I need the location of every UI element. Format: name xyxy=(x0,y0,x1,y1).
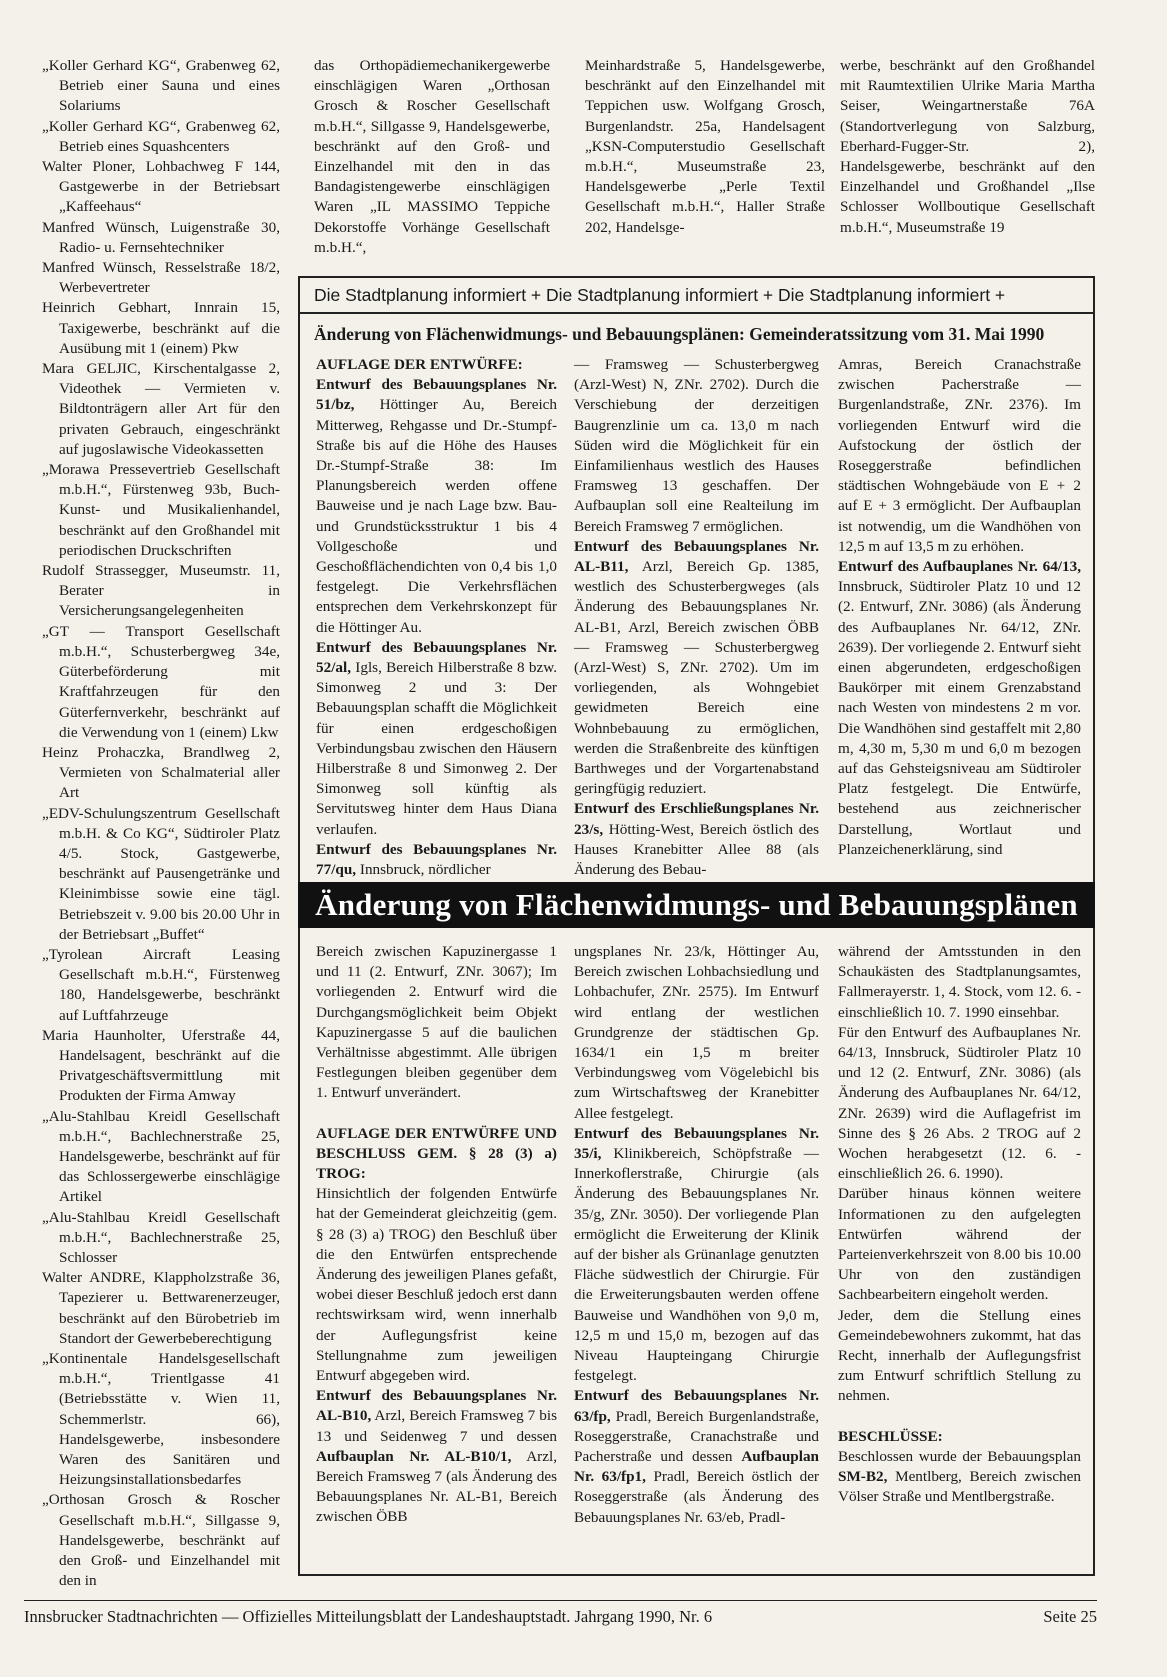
paragraph: ungsplanes Nr. 23/k, Höttinger Au, Bereich zwischen Lohbachsiedlung und Lohbachufer, ZNr. 2575). Im Entwurf wird entlang der westlichen Grundgrenze der städtischen Gp. 1634/1 ein 1,5 m breiter Verbindungsweg vom Vögelebichl bis zum Wirtschaftsweg der Kranebitter Allee festgelegt. xyxy=(574,943,819,1122)
notice-lower-col-3 xyxy=(838,942,1081,1507)
paragraph: Amras, Bereich Cranachstraße zwischen Pacherstraße — Burgenlandstraße, ZNr. 2376). Im vorliegenden Entwurf wird die Aufstockung der östlich der Roseggerstraße befindlichen städtischen Wohngebäude von E + 2 auf E + 3 ermöglicht. Der Aufbauplan ist notwendig, um die Wandhöhen von 12,5 m auf 13,5 m zu erhöhen. xyxy=(838,356,1081,555)
plan-ref: Entwurf des Bebauungsplanes Nr. 52/al, xyxy=(316,638,557,677)
paragraph: Igls, Bereich Hilberstraße 8 bzw. Simonweg 2 und 3: Der Bebauungsplan schafft die Möglichkeit für einen erdgeschoßigen Verbindungsbau zwischen den Häusern Hilberstraße 8 und Simonweg 2. Der Simonweg soll künftig als Servitutsweg hinter dem Haus Diana verlaufen. xyxy=(316,659,557,838)
section-heading: BESCHLÜSSE: xyxy=(838,1427,943,1445)
left-column xyxy=(42,56,280,1591)
list-item: „Kontinentale Handelsgesellschaft m.b.H.“, Trientlgasse 41 (Betriebsstätte v. Wien 11, Schemmerlstr. 66), Handelsgewerbe, insbesondere Waren des Sanitären und Heizungsinstallationsbedarfes xyxy=(42,1350,280,1489)
list-item: Walter ANDRE, Klappholzstraße 36, Tapezierer u. Bettwarenerzeuger, beschränkt auf den Bürobetrieb im Standort der Gewerbeberechtigung xyxy=(42,1269,280,1347)
plan-ref: Entwurf des Bebauungsplanes Nr. AL-B10, xyxy=(316,1387,557,1425)
paragraph: Pradl, Bereich Burgenlandstraße, Roseggerstraße, Cranachstraße und Pacherstraße und dessen xyxy=(574,1407,819,1466)
list-item: „GT — Transport Gesellschaft m.b.H.“, Schusterbergweg 34e, Güterbeförderung mit Kraftfahrzeugen für den Güterfernverkehr, beschränkt auf die Verwendung von 1 (einem) Lkw xyxy=(42,622,280,741)
plan-ref: Entwurf des Erschließungsplanes Nr. 23/s, xyxy=(574,800,819,838)
paragraph: Arzl, Bereich Gp. 1385, westlich des Schusterbergweges (als Änderung des Bebauungsplanes Nr. AL-B1, Arzl, Bereich zwischen ÖBB — Framsweg — Schusterbergweg (Arzl-West) S, ZNr. 2702). Um im vorliegenden, als Wohngebiet gewidmeten Bereich eine Wohnbebauung zu ermöglichen, werden die Straßenbreite des künftigen Barthweges und der Vorgartenabstand geringfügig reduziert. xyxy=(574,558,819,798)
notice-lower-col-1 xyxy=(316,942,557,1528)
paragraph: Darüber hinaus können weitere Informationen zu den aufgelegten Entwürfen während der Parteienverkehrszeit von 8.00 bis 10.00 Uhr von den zuständigen Sachbearbeitern eingeholt werden. xyxy=(838,1185,1081,1304)
paragraph: Mentlberg, Bereich zwischen Völser Straße und Mentlbergstraße. xyxy=(838,1468,1081,1506)
notice-upper-col-3 xyxy=(838,355,1081,860)
notice-upper-col-1 xyxy=(316,355,557,880)
paragraph: Bereich zwischen Kapuzinergasse 1 und 11 (2. Entwurf, ZNr. 3067); Im vorliegenden 2. Entwurf wird die Durchgangsmöglichkeit beim Objekt Kapuzinergasse 5 auf die baulichen Verhältnisse abgestimmt. Alle übrigen Festlegungen bleiben gegenüber dem 1. Entwurf unverändert. xyxy=(316,943,557,1102)
list-item: „Tyrolean Aircraft Leasing Gesellschaft m.b.H.“, Fürstenweg 180, Handelsgewerbe, beschränkt auf Luftfahrzeuge xyxy=(42,945,280,1024)
list-item: „Alu-Stahlbau Kreidl Gesellschaft m.b.H.“, Bachlechnerstraße 25, Handelsgewerbe, beschränkt auf für das Schlossergewerbe einschlägige Artikel xyxy=(42,1107,280,1206)
list-item: „Orthosan Grosch & Roscher Gesellschaft m.b.H.“, Sillgasse 9, Handelsgewerbe, beschränkt auf den Groß- und Einzelhandel mit den in xyxy=(42,1491,280,1590)
plan-ref: Entwurf des Bebauungsplanes Nr. AL-B11, xyxy=(574,537,819,576)
paragraph: Hinsichtlich der folgenden Entwürfe hat der Gemeinderat gleichzeitig (gem. § 28 (3) a) TROG) den Beschluß über die den Entwürfen entsprechende Änderung des jeweiligen Planes gefaßt, wobei dieser Beschluß jedoch erst dann rechtswirksam wird, wenn innerhalb der Auflegungsfrist keine Stellungnahme zum jeweiligen Entwurf abgegeben wird. xyxy=(316,1185,557,1385)
notice-lower-col-2 xyxy=(574,942,819,1528)
planning-banner: Die Stadtplanung informiert + Die Stadtplanung informiert + Die Stadtplanung informiert + xyxy=(300,278,1093,314)
section-heading: AUFLAGE DER ENTWÜRFE: xyxy=(316,356,523,373)
list-item: Manfred Wünsch, Luigenstraße 30, Radio- u. Fernsehtechniker xyxy=(42,218,280,256)
top-column-3: Meinhardstraße 5, Handelsgewerbe, beschränkt auf den Einzelhandel mit Teppichen usw. Wolfgang Grosch, Burgenlandstr. 25a, Handelsagent „KSN-Computerstudio Gesellschaft m.b.H.“, Museumstraße 23, Handelsgewerbe „Perle Textil Gesellschaft m.b.H.“, Haller Straße 202, Handelsge- xyxy=(585,57,825,236)
list-item: Heinrich Gebhart, Innrain 15, Taxigewerbe, beschränkt auf die Ausübung mit 1 (einem) Pkw xyxy=(42,299,280,357)
plan-ref: Entwurf des Bebauungsplanes Nr. 51/bz, xyxy=(316,376,557,414)
list-item: Maria Haunholter, Uferstraße 44, Handelsagent, beschränkt auf die Privatgeschäftsvermittlung mit Produkten der Firma Amway xyxy=(42,1026,280,1105)
paragraph: Klinikbereich, Schöpfstraße — Innerkoflerstraße, Chirurgie (als Änderung des Bebauungsplanes Nr. 35/g, ZNr. 3050). Der vorliegende Plan ermöglicht die Erweiterung der Klinik auf der bisher als Grünanlage genutzten Fläche südwestlich der Chirurgie. Für die Erweiterungsbauten werden offene Bauweise und Wandhöhen von 9,0 m, 12,5 m und 15,0 m, bezogen auf das Niveau Haupteingang Chirurgie festgelegt. xyxy=(574,1145,819,1385)
section-headline-bar: Änderung von Flächenwidmungs- und Bebauungsplänen xyxy=(298,882,1095,928)
paragraph: während der Amtsstunden in den Schaukästen des Stadtplanungsamtes, Fallmerayerstr. 1, 4. Stock, vom 12. 6. - einschließlich 10. 7. 1990 einsehbar. xyxy=(838,943,1081,1021)
plan-ref: Aufbauplan Nr. AL-B10/1, xyxy=(316,1447,512,1465)
section-heading: AUFLAGE DER ENTWÜRFE UND BESCHLUSS GEM. § 28 (3) a) TROG: xyxy=(316,1124,557,1183)
list-item: „EDV-Schulungszentrum Gesellschaft m.b.H. & Co KG“, Südtiroler Platz 4/5. Stock, Gastgewerbe, beschränkt auf Pausengetränke und Kleinimbisse sowie eine tägl. Betriebszeit v. 9.00 bis 20.00 Uhr in der Betriebsart „Buffet“ xyxy=(42,804,280,943)
paragraph: Arzl, Bereich Framsweg 7 bis 13 und Seidenweg 7 und dessen xyxy=(316,1407,557,1445)
list-item: Mara GELJIC, Kirschentalgasse 2, Videothek — Vermieten v. Bildtonträgern aller Art für den privaten Gebrauch, eingeschränkt auf jugoslawische Videokassetten xyxy=(42,360,280,458)
list-item: „Morawa Pressevertrieb Gesellschaft m.b.H.“, Fürstenweg 93b, Buch-Kunst- und Musikalienhandel, beschränkt auf den Großhandel mit periodischen Druckschriften xyxy=(42,461,280,559)
plan-ref: SM-B2, xyxy=(838,1468,888,1486)
plan-ref: Aufbauplan Nr. 63/fp1, xyxy=(574,1448,819,1486)
plan-ref: Entwurf des Bebauungsplanes Nr. 77/qu, xyxy=(316,840,557,879)
paragraph: Für den Entwurf des Aufbauplanes Nr. 64/13, Innsbruck, Südtiroler Platz 10 und 12 (2. Entwurf, ZNr. 3086) (als Änderung des Aufbauplanes Nr. 64/12, ZNr. 2639) wird die Auflagefrist im Sinne des § 26 Abs. 2 TROG auf 2 Wochen herabgesetzt (12. 6. - einschließlich 26. 6. 1990). xyxy=(838,1023,1081,1183)
plan-ref: Entwurf des Bebauungsplanes Nr. 35/i, xyxy=(574,1124,819,1163)
notice-upper-col-2 xyxy=(574,355,819,880)
list-item: Walter Ploner, Lohbachweg F 144, Gastgewerbe in der Betriebsart „Kaffeehaus“ xyxy=(42,158,280,216)
paragraph: Innsbruck, Südtiroler Platz 10 und 12 (2. Entwurf, ZNr. 3086) (als Änderung des Aufbauplanes Nr. 64/12, ZNr. 2639). Der vorliegende 2. Entwurf sieht einen abgerundeten, erdgeschoßigen Baukörper mit einem Grenzabstand nach Westen von mindestens 2 m vor. Die Wandhöhen sind gestaffelt mit 2,80 m, 4,30 m, 5,30 m und 6,0 m bezogen auf das Gehsteigsniveau am Südtiroler Platz festgelegt. Die Entwürfe, bestehend aus zeichnerischer Darstellung, Wortlaut und Planzeichenerklärung, sind xyxy=(838,578,1081,858)
planning-notice-box xyxy=(298,276,1095,1576)
paragraph: Innsbruck, nördlicher xyxy=(356,861,491,879)
paragraph: Jeder, dem die Stellung eines Gemeindebewohners zukommt, hat das Recht, innerhalb der Auflegungsfrist zum Entwurf schriftlich Stellung zu nehmen. xyxy=(838,1306,1081,1405)
list-item: „Koller Gerhard KG“, Grabenweg 62, Betrieb einer Sauna und eines Solariums xyxy=(42,57,280,115)
list-item: „Koller Gerhard KG“, Grabenweg 62, Betrieb eines Squashcenters xyxy=(42,117,280,155)
list-item: Manfred Wünsch, Resselstraße 18/2, Werbevertreter xyxy=(42,259,280,297)
top-column-2: das Orthopädiemechanikergewerbe einschlägigen Waren „Orthosan Grosch & Roscher Gesellschaft m.b.H.“, Sillgasse 9, Handelsgewerbe, beschränkt auf den Groß- und Einzelhandel mit den in das Bandagistengewerbe einschlägigen Waren „IL MASSIMO Teppiche Dekorstoffe Vorhänge Gesellschaft m.b.H.“, xyxy=(314,57,550,256)
publication-line: Innsbrucker Stadtnachrichten — Offizielles Mitteilungsblatt der Landeshauptstadt. Jahrgang 1990, Nr. 6 xyxy=(24,1607,713,1626)
paragraph: Pradl, Bereich östlich der Roseggerstraße (als Änderung des Bebauungsplanes Nr. 63/eb, Pradl- xyxy=(574,1468,819,1526)
notice-title: Änderung von Flächenwidmungs- und Bebauungsplänen: Gemeinderatssitzung vom 31. Mai 1990 xyxy=(314,324,1045,344)
paragraph: Arzl, Bereich Framsweg 7 (als Änderung des Bebauungsplanes Nr. AL-B1, Bereich zwischen ÖBB xyxy=(316,1447,557,1526)
plan-ref: Entwurf des Aufbauplanes Nr. 64/13, xyxy=(838,558,1081,576)
plan-ref: Entwurf des Bebauungsplanes Nr. 63/fp, xyxy=(574,1387,819,1425)
list-item: Heinz Prohaczka, Brandlweg 2, Vermieten von Schalmaterial aller Art xyxy=(42,743,280,802)
top-column-4: werbe, beschränkt auf den Großhandel mit Raumtextilien Ulrike Maria Martha Seiser, Weingartnerstaße 76A (Standortverlegung von Salzburg, Eberhard-Fugger-Str. 2), Handelsgewerbe, beschränkt auf den Einzelhandel und Großhandel „Ilse Schlosser Wollboutique Gesellschaft m.b.H.“, Museumstraße 19 xyxy=(840,57,1095,236)
page-footer xyxy=(24,1600,1097,1626)
page-number: Seite 25 xyxy=(1043,1607,1097,1626)
paragraph: — Framsweg — Schusterbergweg (Arzl-West) N, ZNr. 2702). Durch die Verschiebung der derzeitigen Baugrenzlinie um ca. 13,0 m nach Süden wird die Möglichkeit für ein Einfamilienhaus westlich des Hauses Framsweg 13 geschaffen. Der Aufbauplan soll eine Realteilung im Bereich Framsweg 7 ermöglichen. xyxy=(574,356,819,535)
list-item: „Alu-Stahlbau Kreidl Gesellschaft m.b.H.“, Bachlechnerstraße 25, Schlosser xyxy=(42,1208,280,1266)
paragraph: Beschlossen wurde der Bebauungsplan xyxy=(838,1447,1081,1465)
paragraph: Hötting-West, Bereich östlich des Hauses Kranebitter Allee 88 (als Änderung des Bebau- xyxy=(574,820,819,879)
list-item: Rudolf Strassegger, Museumstr. 11, Berater in Versicherungsangelegenheiten xyxy=(42,562,280,620)
paragraph: Höttinger Au, Bereich Mitterweg, Rehgasse und Dr.-Stumpf-Straße bis auf die Höhe des Hauses Dr.-Stumpf-Straße 38: Im Planungsbereich werden offene Bauweise und je nach Lage bzw. Bau- und Grundstücksstruktur 1 bis 4 Vollgeschoße und Geschoßflächendichten von 0,4 bis 1,0 festgelegt. Die Verkehrsflächen entsprechen dem Verkehrskonzept für die Höttinger Au. xyxy=(316,396,557,636)
